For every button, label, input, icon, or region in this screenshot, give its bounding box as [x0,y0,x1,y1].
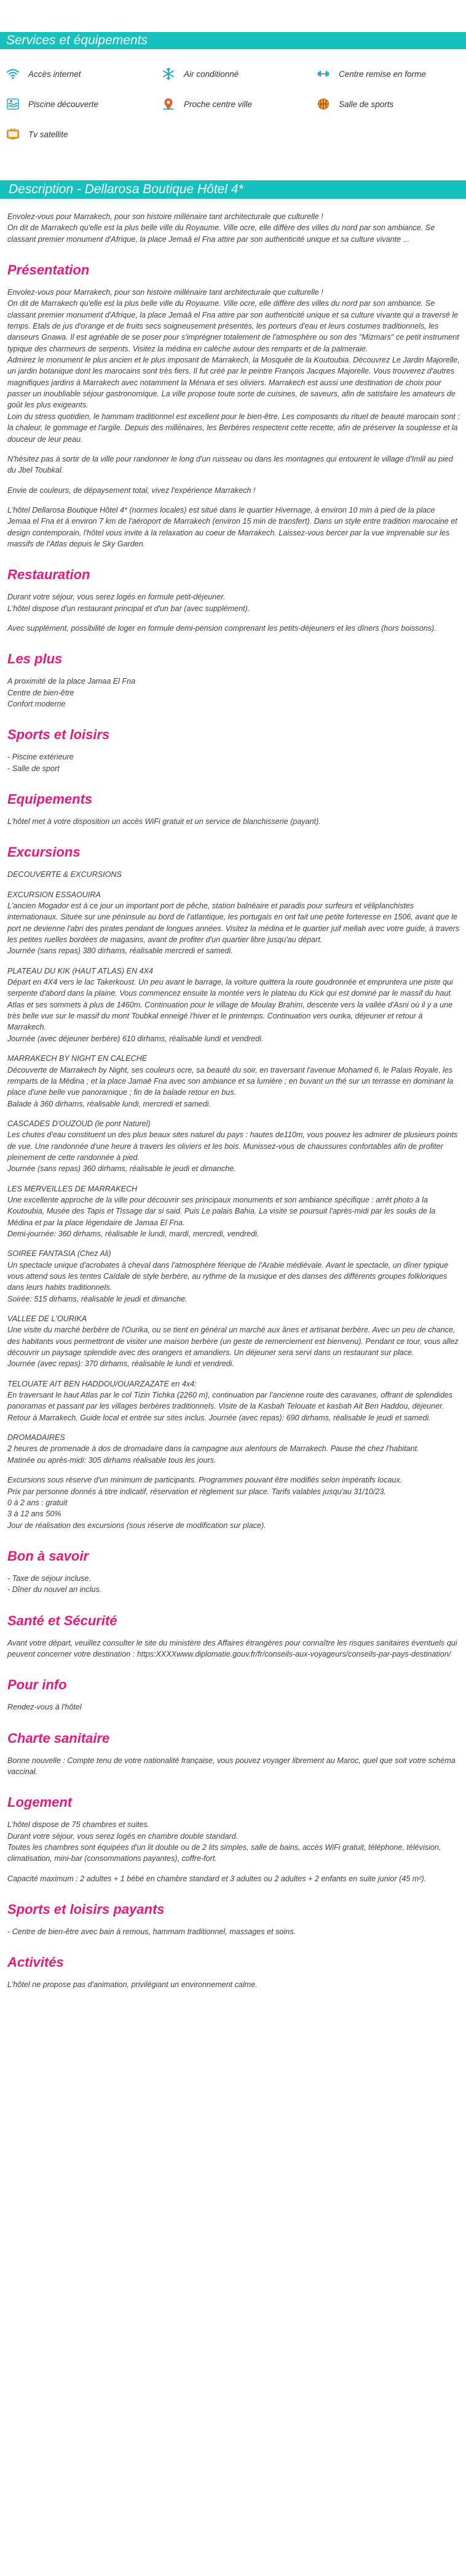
section-spacer [7,1596,460,1613]
heading-spacer [7,1918,460,1926]
section-paragraph: DECOUVERTE & EXCURSIONS [7,870,122,879]
section-paragraph: MARRAKECH BY NIGHT EN CALECHE Découverte de Marrakech by Night, ses couleurs ocre, sa beauté du soir, en traversant l'avenue Mohamed 6, le Palais Royale, les remparts de la Médina ; et la place Jamaë Fna avec son ambiance et sa lumière ; en buvant un thé sur un terrasse en dominant la place d'une belle vue panoramique ; fin de la balade retour en bus. Balade à 360 dirhams, réalisable lundi, mercredi et samedi. [7,1054,454,1108]
paragraph-spacer [7,881,460,889]
section-paragraph: Bonne nouvelle : Compte tenu de votre nationalité française, vous pouvez voyager librement au Maroc, quel que soit votre schéma vaccinal. [7,1756,456,1776]
snowflake-icon [162,67,175,81]
heading-spacer [7,583,460,591]
section-paragraph: Envolez-vous pour Marrakech, pour son histoire millénaire tant architecturale que culturelle ! On dit de Marrakech qu'elle est la plus belle ville du Royaume. Ville ocre, elle diffère des villes du nord par son ambiance. Se classant premier monument d'Afrique, la place Jemaâ el Fna attire par son authenticité unique et sa culture vivante qui a traversé le temps. Etals de jus d'orange et de fruits secs soigneusement présentés, les porteurs d'eau et leurs costumes traditionnels, les danseurs Gnawa. Il est agréable de se poser pour s'imprégner totalement de l'atmosphère ou son des "Mizmars" ce petit instrument typique des charmeurs de serpents. Visitez la médina en calèche autour des remparts et de la palmeraie. Admirez le monument le plus ancien et le plus imposant de Marrakech, la Mosquée de la Koutoubia. Découvrez Le Jardin Majorelle, un jardin botanique dont les marocains sont très fiers. Il fut créé par le peintre François Jacques Majorelle. Vous trouverez d'autres magnifiques jardins à Marrakech avec notamment la Ménara et ses oliviers. Marrakech est aussi une destination de choix pour passer un inoubliable séjour gastronomique. La ville propose toute sorte de cuisines, de saveurs, afin de satisfaire les amateurs de goût les plus exigeants. Loin du stress quotidien, le hammam traditionnel est excellent pour le bien-être. Les composants du rituel de beauté marocain sont : la chaleur, le gommage et l'argile. Depuis des millénaires, les Berbères respectent cette recette, afin de préserver la souplesse et la douceur de leur peau. [7,288,460,444]
paragraph-spacer [7,1175,460,1183]
section-heading: Activités [7,1954,64,1970]
section-heading: Logement [7,1794,73,1810]
description-sections [7,245,460,1991]
paragraph-spacer [7,1423,460,1432]
description-intro: Envolez-vous pour Marrakech, pour son histoire millénaire tant architecturale que culturelle ! On dit de Marrakech qu'elle est la plus belle ville du Royaume. Ville ocre, elle diffère des villes du nord par son ambiance. Se classant premier monument d'Afrique, la place Jemaâ el Fna attire par son authenticité unique et sa culture vivante ... [7,212,435,244]
heading-spacer [7,667,460,676]
amenity-label: Centre remise en forme [339,69,426,79]
heading-spacer [7,860,460,869]
section-paragraph: DROMADAIRES 2 heures de promenade à dos de dromadaire dans la campagne aux alentours de Marrakech. Pause thé chez l'habitant. Matinée ou après-midi: 305 dirhams réalisable tous les jours. [7,1433,419,1465]
sports-ball-icon [317,97,330,111]
amenity-label: Proche centre ville [184,99,253,109]
heading-spacer [7,1970,460,1979]
section-heading: Sports et loisirs payants [7,1902,165,1917]
section-spacer [7,245,460,262]
section-paragraph: Excursions sous réserve d'un minimum de participants. Programmes pouvant être modifiés selon impératifs locaux. Prix par personne donnés à titre indicatif, réservation et règlement sur place. Tarifs valables jusqu'au 31/10/23. 0 à 2 ans : gratuit 3 à 12 ans 50% Jour de réalisation des excursions (sous réserve de modification sur place). [7,1476,403,1530]
section-paragraph: Rendez-vous à l'hôtel [7,1703,82,1712]
amenity-air-conditioning [162,66,239,81]
paragraph-spacer [7,1044,460,1053]
section-paragraph: L'hôtel ne propose pas d'animation, privilégiant un environnement calme. [7,1980,258,1990]
section-heading: Excursions [7,844,81,860]
paragraph-spacer [7,1239,460,1248]
section-paragraph: Avant votre départ, veuillez consulter le site du ministère des Affaires étrangères pour connaître les risques sanitaires éventuels qui peuvent concerner votre destination : https:XXXXwww.diplomatie.gouv.fr/fr/conseils-aux-voyageurs/conseils-par-pays-destination/ [7,1638,457,1658]
paragraph-spacer [7,496,460,505]
paragraph-spacer [7,614,460,623]
section-spacer [7,1531,460,1548]
section-paragraph: TELOUATE AIT BEN HADDOU/OUARZAZATE en 4x4: En traversant le haut Atlas par le col Tizin Tichka (2260 m), continuation par l'ancienne route des caravanes, offrant de splendides panoramas et passant par les villages berbères traditionnels. Visite de la Kasbah Telouate et kasbah Ait Ben Haddou, déjeuner. Retour à Marrakech. Guide local et entrée sur sites inclus. Journée (avec repas): 690 dirhams, réalisable le jeudi et samedi. [7,1379,453,1422]
section-paragraph: VALLEE DE L'OURIKA Une visite du marché berbère de l'Ourika, ou se tient en général un marché aux ânes et artisanat berbère. Avec un peu de chance, des habitants vous permettront de visiter une maison berbère (un geste de remerciement est bienvenu). Pendant ce tour, vous allez découvrir un paysage splendide avec des orangers et amandiers. Un déjeuner sera servi dans un restaurant sur place. Journée (avec repas): 370 dirhams, réalisable le lundi et vendredi. [7,1314,459,1369]
paragraph-spacer [7,476,460,485]
section-paragraph: L'hôtel dispose de 75 chambres et suites. Durant votre séjour, vous serez logés en chambre double standard. Toutes les chambres sont équipées d'un lit double ou de 2 lits simples, salle de bains, accès WiFi gratuit, téléphone, télévision, climatisation, mini-bar (consommations payantes), coffre-fort. [7,1820,441,1863]
section-heading: Bon à savoir [7,1548,89,1564]
amenity-sports-hall [317,97,393,111]
paragraph-spacer [7,1305,460,1313]
amenity-outdoor-pool [6,97,98,111]
section-spacer [7,550,460,567]
section-paragraph: EXCURSION ESSAOUIRA L'ancien Mogador est à ce jour un important port de pêche, station balnéaire et paradis pour surfeurs et véliplanchistes internationaux. Située sur une péninsule au bord de l'atlantique, les portugais en ont fait une petite forteresse en 1506, avant que le port ne devienne l'abri des pirates pendant de longues années. Visitez la médina et le quartier juif mellah avec votre guide, à travers les petites ruelles bordées de magasins, avant de profiter d'un quartier libre jusqu'au départ. Journée (sans repas) 380 dirhams, réalisable mercredi et samedi. [7,890,460,956]
section-paragraph: Capacité maximum : 2 adultes + 1 bébé en chambre standard et 3 adultes ou 2 adultes + 2 enfants en suite junior (45 m²). [7,1874,427,1883]
section-spacer [7,827,460,844]
section-paragraph: CASCADES D'OUZOUD (le pont Naturel) Les chutes d'eau constituent un des plus beaux sites naturel du pays : hautes de110m, vous pouvez les admirer de plusieurs points de vue. Une randonnée d'une heure à travers les oliviers et les bois. Munissez-vous de chaussures confortables afin de profiter pleinement de cette randonnée à pied. Journée (sans repas) 360 dirhams, réalisable le jeudi et dimanche. [7,1119,458,1174]
section-heading: Pour info [7,1677,67,1693]
section-paragraph: A proximité de la place Jamaa El Fna Centre de bien-être Confort moderne [7,677,136,708]
section-spacer [7,1660,460,1677]
section-spacer [7,1937,460,1954]
section-heading: Santé et Sécurité [7,1612,117,1628]
paragraph-spacer [7,957,460,966]
heading-spacer [7,1629,460,1638]
section-heading: Sports et loisirs [7,727,110,743]
heading-spacer [7,743,460,751]
section-heading: Présentation [7,262,90,278]
paragraph-spacer [7,1865,460,1873]
section-paragraph: Envie de couleurs, de dépaysement total, vivez l'expérience Marrakech ! [7,486,256,495]
heading-spacer [7,1564,460,1573]
section-paragraph: - Centre de bien-être avec bain à remous, hammam traditionnel, massages et soins. [7,1927,296,1936]
amenity-fitness-center [317,66,426,81]
heading-spacer [7,278,460,287]
paragraph-spacer [7,1110,460,1118]
amenity-label: Salle de sports [339,99,394,109]
heading-spacer [7,1693,460,1702]
location-pin-icon [162,97,175,111]
paragraph-spacer [7,445,460,454]
section-spacer [7,1884,460,1902]
section-paragraph: PLATEAU DU KIK (HAUT ATLAS) EN 4X4 Départ en 4X4 vers le lac Takerkoust. Un peu avant le barrage, la voiture quittera la route goudronnée et empruntera une piste qui serpente d'abord dans la plaine. Vous commencez ensuite la montée vers le plateau du Kick qui est dominé par le massif du haut Atlas et ses sommets à plus de 1460m. Continuation pour le village de Moulay Brahim, descente vers la vallée d'Asni où il y a une très belle vue sur le massif du mont Toubkal enneigé l'hiver et le printemps. Continuation vers ourika, déjeuner et retour à Marrakech. Journée (avec déjeuner berbère) 610 dirhams, réalisable lundi et vendredi. [7,966,453,1043]
description-content [7,211,460,1991]
section-paragraph: LES MERVEILLES DE MARRAKECH Une excellente approche de la ville pour découvrir ses principaux monuments et son ambiance spécifique : arrêt photo à la Koutoubia, Musée des Tapis et Tissage dar si said. Puis Le palais Bahia. La visite se poursuit l'après-midi par les souks de la Médina et par la place légendaire de Jamaa El Fna. Demi-journée: 360 dirhams, réalisable le lundi, mardi, mercredi, vendredi. [7,1184,436,1238]
section-spacer [7,634,460,651]
description-section-title: Description - Dellarosa Boutique Hôtel 4* [0,180,466,199]
section-paragraph: N'hésitez pas à sortir de la ville pour randonner le long d'un ruisseau ou dans les montagnes qui entourent le village d'Imlil au pied du Jbel Toubkal. [7,454,453,475]
paragraph-spacer [7,1370,460,1378]
services-section-title: Services et équipements [0,32,466,49]
amenity-label: Air conditionné [184,69,239,79]
amenity-label: Piscine découverte [28,99,99,109]
pool-icon [6,97,20,111]
gym-icon [317,67,330,81]
section-heading: Equipements [7,791,93,807]
section-paragraph: Durant votre séjour, vous serez logés en formule petit-déjeuner. L'hôtel dispose d'un restaurant principal et d'un bar (avec supplément). [7,593,250,613]
wifi-icon [6,67,20,81]
amenity-near-city-center [162,97,252,111]
heading-spacer [7,807,460,816]
section-heading: Charte sanitaire [7,1730,110,1746]
amenity-satellite-tv [6,127,68,142]
section-paragraph: Avec supplément, possibilité de loger en formule demi-pension comprenant les petits-déjeuners et les dîners (hors boissons). [7,623,436,633]
heading-spacer [7,1810,460,1819]
section-spacer [7,774,460,791]
section-paragraph: L'hôtel met à votre disposition un accès WiFi gratuit et un service de blanchisserie (payant). [7,817,321,826]
section-paragraph: SOIREE FANTASIA (Chez Ali) Un spectacle unique d'acrobates à cheval dans l'atmosphère féerique de l'Arabie médiévale. Avant le spectacle, un dîner typique vous attend sous les tentes Caïdale de style berbère, au rythme de la musique et des danses des différents groupes folkloriques dans leurs habits traditionnels. Soirée: 515 dirhams, réalisable le jeudi et dimanche. [7,1249,449,1303]
section-spacer [7,1777,460,1794]
heading-spacer [7,1746,460,1755]
section-heading: Les plus [7,651,63,667]
section-spacer [7,1713,460,1730]
section-spacer [7,710,460,727]
section-paragraph: - Taxe de séjour incluse. - Dîner du nouvel an inclus. [7,1574,102,1594]
amenity-label: Accès internet [28,69,81,79]
paragraph-spacer [7,1466,460,1474]
tv-icon [6,127,20,141]
amenity-label: Tv satellite [28,129,68,139]
section-paragraph: - Piscine extérieure - Salle de sport [7,753,74,773]
amenity-internet [6,66,81,81]
section-paragraph: L'hôtel Dellarosa Boutique Hôtel 4* (normes locales) est situé dans le quartier Hivernage, à environ 10 min à pied de la place Jemaa el Fna et à environ 7 km de l'aéroport de Marrakech (environ 15 min de transfert). Dans un style entre tradition marocaine et design contemporain, l'hôtel vous invite à la relaxation au coeur de Marrakech. Laissez-vous bercer par la vue imprenable sur les massifs de l'Atlas depuis le Sky Garden. [7,505,457,548]
section-heading: Restauration [7,567,90,583]
